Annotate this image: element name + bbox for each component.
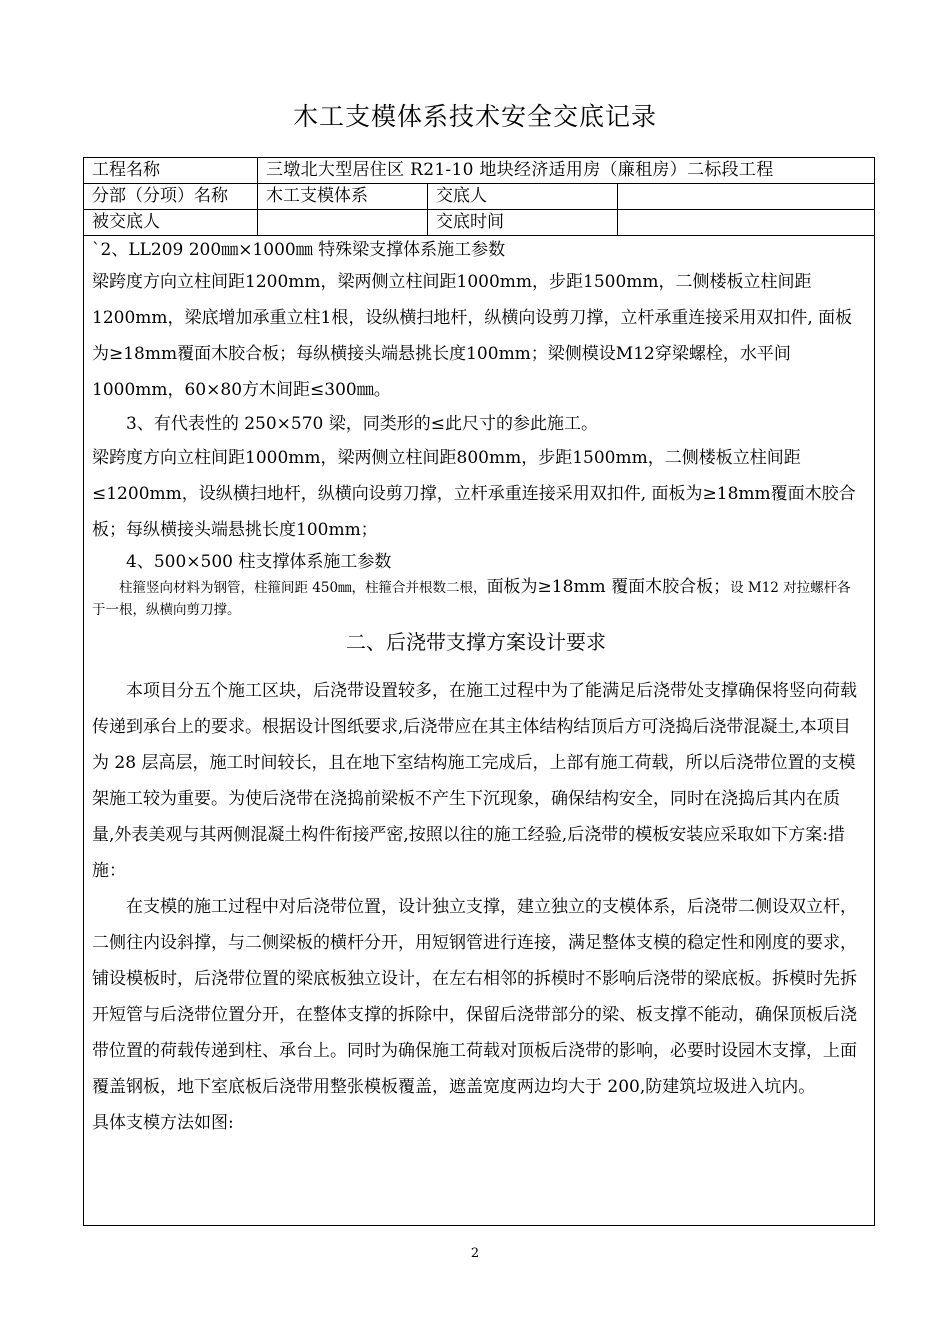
document-title: 木工支模体系技术安全交底记录 (292, 102, 657, 131)
item-4-part-b: 面板为≥18mm 覆面木胶合板； (486, 577, 731, 597)
disclosure-record-table (83, 157, 875, 1226)
discloser-label: 交底人 (427, 184, 617, 209)
paragraph-method-see-figure: 具体支模方法如图: (92, 1113, 234, 1133)
division-value: 木工支模体系 (257, 184, 427, 209)
item-4-heading: 4、500×500 柱支撑体系施工参数 (126, 552, 392, 572)
item-4-part-a: 柱箍竖向材料为钢管，柱箍间距 450㎜，柱箍合并根数二根， (119, 580, 487, 596)
item-3-parameters: 梁跨度方向立柱间距1000mm，梁两侧立柱间距800mm，步距1500mm，二侧楼板立柱间距≤1200mm，设纵横扫地杆，纵横向设剪刀撑，立杆承重连接采用双扣件, 面板为≥18mm覆面木胶合板；每纵横接头端悬挑长度100mm； (92, 448, 856, 540)
paragraph-post-pour-strip-overview: 本项目分五个施工区块，后浇带设置较多，在施工过程中为了能满足后浇带处支撑确保将竖向荷载传递到承台上的要求。根据设计图纸要求,后浇带应在其主体结构结顶后方可浇捣后浇带混凝土,本项目为 28 层高层，施工时间较长，且在地下室结构施工完成后，上部有施工荷载，所以后浇带位置的支模架施工较为重要。为使后浇带在浇捣前梁板不产生下沉现象，确保结构安全，同时在浇捣后其内在质量,外表美观与其两侧混凝土构件衔接严密,按照以往的施工经验,后浇带的模板安装应采取如下方案:措施： (92, 681, 857, 881)
paragraph-independent-support: 在支模的施工过程中对后浇带位置，设计独立支撑，建立独立的支模体系，后浇带二侧设双立杆，二侧往内设斜撑，与二侧梁板的横杆分开，用短钢管进行连接，满足整体支模的稳定性和刚度的要求，铺设模板时，后浇带位置的梁底板独立设计，在左右相邻的拆模时不影响后浇带的梁底板。拆模时先拆开短管与后浇带位置分开，在整体支撑的拆除中，保留后浇带部分的梁、板支撑不能动，确保顶板后浇带位置的荷载传递到柱、承台上。同时为确保施工荷载对顶板后浇带的影响，必要时设园木支撑，上面覆盖钢板，地下室底板后浇带用整张模板覆盖，遮盖宽度两边均大于 200,防建筑垃圾进入坑内。 (92, 897, 857, 1097)
item-2-parameters: 梁跨度方向立柱间距1200mm，梁两侧立柱间距1000mm，步距1500mm，二侧楼板立柱间距1200mm，梁底增加承重立柱1根，设纵横扫地杆，纵横向设剪刀撑，立杆承重连接采用双扣件, 面板为≥18mm覆面木胶合板；每纵横接头端悬挑长度100mm；梁侧模设M12穿梁螺栓，水平间1000mm，60×80方木间距≤300㎜。 (92, 272, 853, 400)
item-3-heading: 3、有代表性的 250×570 梁，同类形的≤此尺寸的参此施工。 (126, 414, 599, 434)
project-value: 三墩北大型居住区 R21-10 地块经济适用房（廉租房）二标段工程 (257, 158, 876, 183)
item-4-parameters (92, 576, 860, 621)
time-value (617, 210, 876, 235)
item-2-heading: `2、LL209 200㎜×1000㎜ 特殊梁支撑体系施工参数 (92, 240, 506, 260)
receiver-value (257, 210, 427, 235)
division-row (84, 184, 874, 210)
disclosure-content (84, 236, 874, 1141)
project-row (84, 158, 874, 184)
receiver-row (84, 210, 874, 236)
page-number: 2 (470, 1246, 480, 1261)
receiver-label: 被交底人 (92, 212, 160, 232)
time-label: 交底时间 (427, 210, 617, 235)
section-heading: 二、后浇带支撑方案设计要求 (346, 630, 606, 654)
discloser-value (617, 184, 876, 209)
division-label: 分部（分项）名称 (92, 186, 228, 206)
item-4-part-c: 设 M12 对拉螺杆各于一根，纵横向剪刀撑。 (92, 580, 851, 618)
project-label: 工程名称 (92, 160, 160, 180)
